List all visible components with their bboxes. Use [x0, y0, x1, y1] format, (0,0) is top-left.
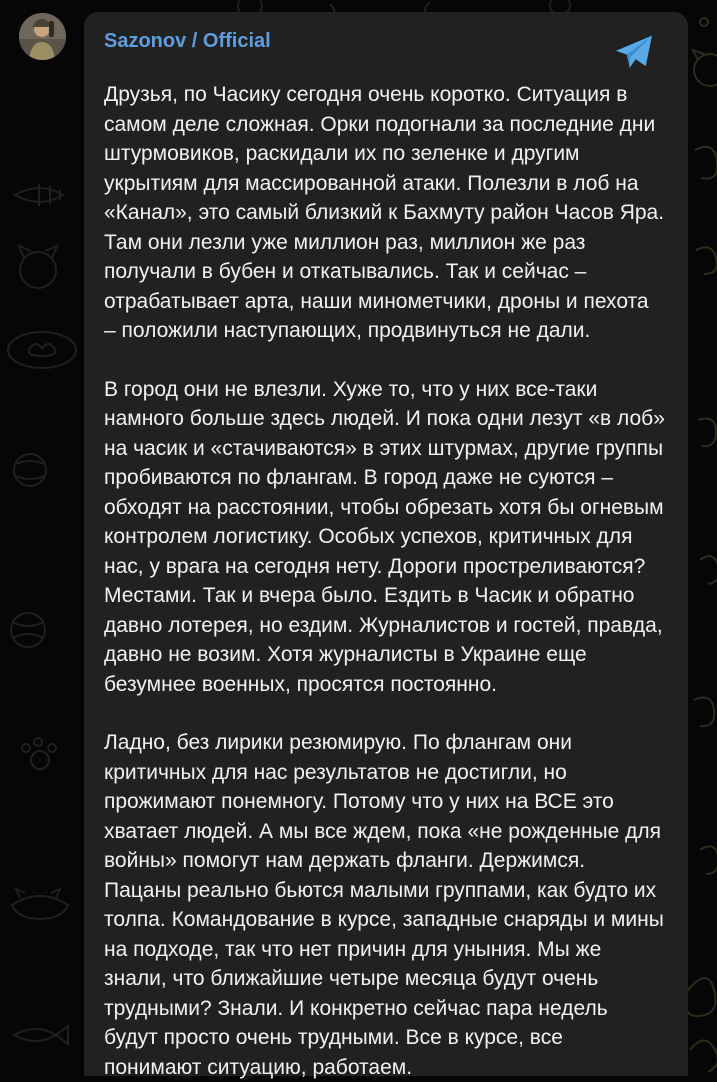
telegram-plane-icon[interactable]: [614, 34, 654, 70]
avatar[interactable]: [19, 13, 66, 60]
message-bubble: [84, 12, 688, 1079]
message-paragraph-2: В город они не влезли. Хуже то, что у них все-таки намного больше здесь людей. И пока одни лезут «в лоб» на часик и «стачиваются» в этих штурмах, другие группы пробиваются по флангам. В город даже не суются – обходят на расстоянии, чтобы обрезать хотя бы огневым контролем логистику. Особых успехов, критичных для нас, у врага на сегодня нету. Дороги простреливаются? Местами. Так и вчера было. Ездить в Часик и обратно давно лотерея, но ездим. Журналистов и гостей, правда, давно не возим. Хотя журналисты в Украине еще безумнее военных, просятся постоянно.: [104, 377, 665, 696]
message-text: [104, 80, 666, 1082]
avatar-image: [19, 13, 66, 60]
channel-name[interactable]: Sazonov / Official: [104, 30, 271, 52]
message-paragraph-1: Друзья, по Часику сегодня очень коротко. Ситуация в самом деле сложная. Орки подогнали за последние дни штурмовиков, раскидали их по зеленке и другим укрытиям для массированной атаки. Полезли в лоб на «Канал», это самый близкий к Бахмуту район Часов Яра. Там они лезли уже миллион раз, миллион же раз получали в бубен и откатывались. Так и сейчас – отрабатывает арта, наши минометчики, дроны и пехота – положили наступающих, продвинуться не дали.: [104, 83, 665, 342]
bubble-header: [104, 28, 668, 70]
message-paragraph-3: Ладно, без лирики резюмирую. По флангам они критичных для нас результатов не достигли, но прожимают понемногу. Потому что у них на ВСЕ это хватает людей. А мы все ждем, пока «не рожденные для войны» помогут нам держать фланги. Держимся. Пацаны реально бьются малыми группами, как будто их толпа. Командование в курсе, западные снаряды и мины на подходе, так что нет причин для уныния. Мы же знали, что ближайшие четыре месяца будут очень трудными? Знали. И конкретно сейчас пара недель будут просто очень трудными. Все в курсе, все понимают ситуацию, работаем.: [104, 731, 664, 1079]
